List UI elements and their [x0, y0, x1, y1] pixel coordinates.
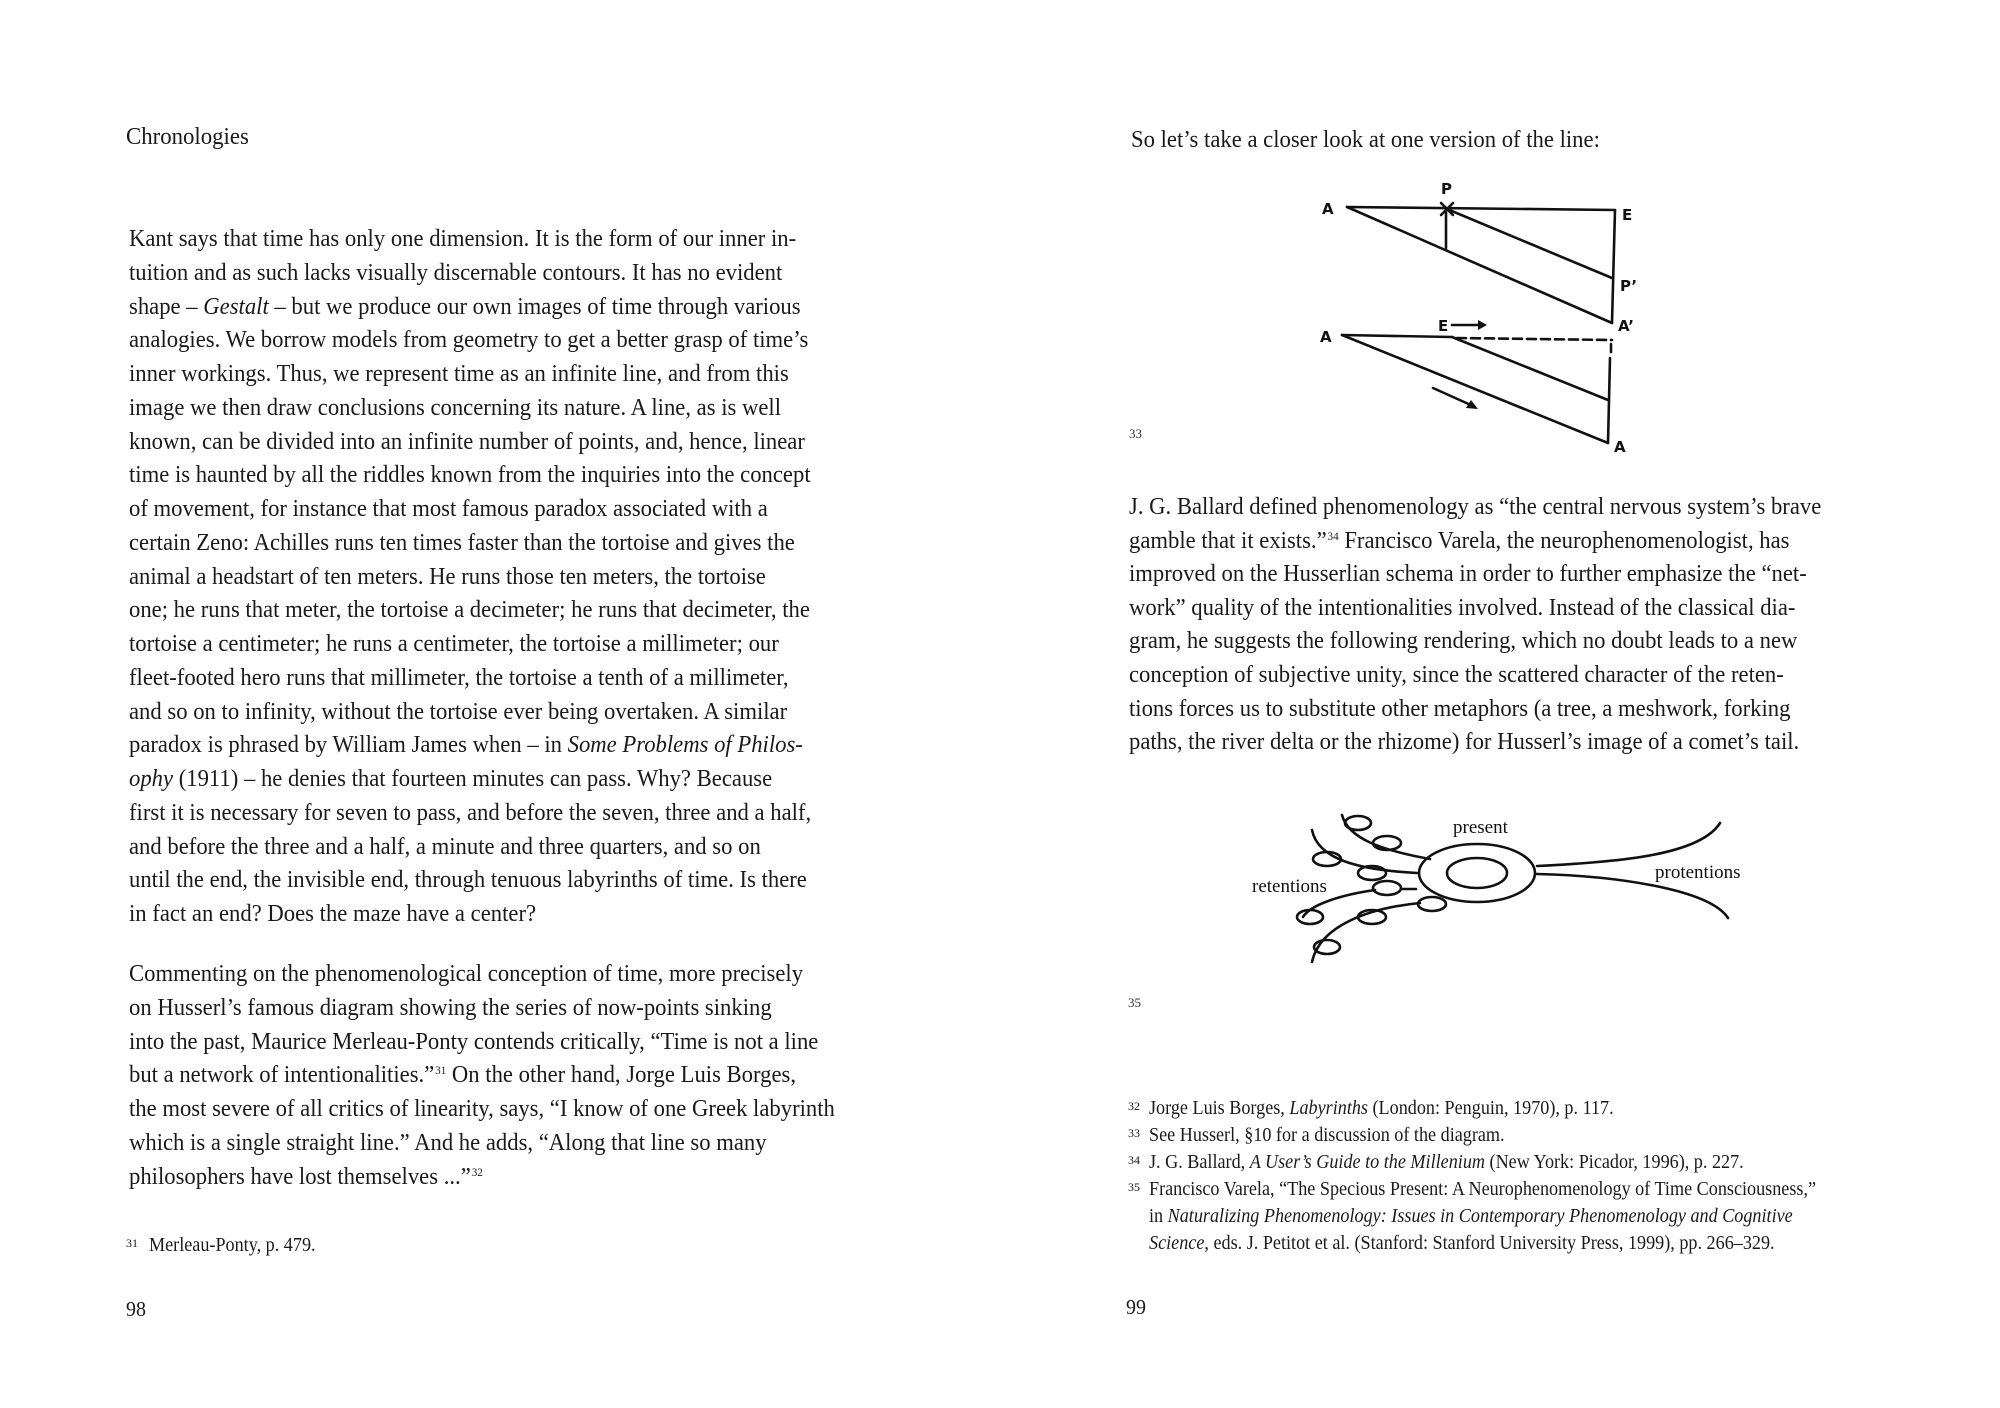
footnote-number: 35 [1128, 1180, 1140, 1194]
footnote-number: 33 [1128, 1126, 1140, 1140]
text-line: the most severe of all critics of linearity, says, “I know of one Greek labyrinth [129, 1095, 835, 1122]
text-line: Jorge Luis Borges, Labyrinths (London: Penguin, 1970), p. 117. [1149, 1098, 1614, 1119]
label-P: P [1441, 180, 1452, 198]
figure-number: 35 [1128, 995, 1141, 1010]
text-line: certain Zeno: Achilles runs ten times faster than the tortoise and gives the [129, 529, 795, 556]
footnote-ref: 32 [471, 1165, 483, 1179]
text-line: conception of subjective unity, since the scattered character of the reten- [1129, 661, 1784, 688]
label-A-bottom-left: A [1320, 328, 1332, 346]
intro-line: So let’s take a closer look at one version of the line: [1131, 126, 1600, 153]
footnote-ref: 31 [435, 1063, 447, 1077]
text-line: Kant says that time has only one dimension. It is the form of our inner in- [129, 225, 797, 252]
footnote-number: 31 [126, 1236, 138, 1250]
text-line: Commenting on the phenomenological conception of time, more precisely [129, 960, 804, 987]
text-line: paths, the river delta or the rhizome) for Husserl’s image of a comet’s tail. [1129, 728, 1800, 755]
text-line: and before the three and a half, a minute and three quarters, and so on [129, 833, 761, 860]
label-E-top: E [1622, 206, 1633, 224]
footnote-ref: 34 [1327, 529, 1339, 543]
text-line: tions forces us to substitute other metaphors (a tree, a meshwork, forking [1129, 695, 1791, 722]
label-A-top: A [1322, 200, 1334, 218]
figure-number: 33 [1129, 426, 1142, 441]
page-number: 98 [126, 1297, 146, 1321]
text-line: in Naturalizing Phenomenology: Issues in Contemporary Phenomenology and Cognitive [1149, 1206, 1793, 1227]
text-line: and so on to infinity, without the tortoise ever being overtaken. A similar [129, 698, 788, 725]
text-line: ophy (1911) – he denies that fourteen minutes can pass. Why? Because [129, 765, 773, 792]
text-line: one; he runs that meter, the tortoise a decimeter; he runs that decimeter, the [129, 596, 810, 623]
husserl-diagram-svg [1300, 170, 1660, 460]
text-line: gram, he suggests the following rendering, which no doubt leads to a new [1129, 627, 1798, 654]
footnote-number: 32 [1128, 1099, 1140, 1113]
text-line: J. G. Ballard defined phenomenology as “the central nervous system’s brave [1129, 493, 1822, 520]
label-present: present [1453, 817, 1508, 838]
italic-text: Labyrinths [1289, 1098, 1368, 1119]
text-line: See Husserl, §10 for a discussion of the diagram. [1149, 1125, 1505, 1146]
text-line: into the past, Maurice Merleau-Ponty contends critically, “Time is not a line [129, 1028, 819, 1055]
italic-text: A User’s Guide to the Millenium [1249, 1152, 1485, 1173]
label-protentions: protentions [1655, 862, 1741, 883]
text-line: on Husserl’s famous diagram showing the series of now-points sinking [129, 994, 772, 1021]
italic-text: Naturalizing Phenomenology: Issues in Contemporary Phenomenology and Cognitive [1167, 1206, 1793, 1227]
text-line: first it is necessary for seven to pass, and before the seven, three and a half, [129, 799, 812, 826]
text-line: known, can be divided into an infinite number of points, and, hence, linear [129, 428, 805, 455]
text-line: improved on the Husserlian schema in order to further emphasize the “net- [1129, 560, 1807, 587]
label-P-prime: P’ [1620, 277, 1638, 295]
running-head: Chronologies [126, 124, 249, 150]
label-retentions: retentions [1252, 876, 1327, 897]
text-line: but a network of intentionalities.”$^{31}$ On the other hand, Jorge Luis Borges, [129, 1061, 797, 1088]
text-line: animal a headstart of ten meters. He runs those ten meters, the tortoise [129, 563, 766, 590]
right-page [1000, 0, 2000, 1408]
text-line: Merleau-Ponty, p. 479. [149, 1235, 316, 1256]
varela-diagram-svg [1240, 800, 1760, 980]
italic-text: Gestalt [203, 293, 269, 320]
footnote-number: 34 [1128, 1153, 1140, 1167]
text-line: in fact an end? Does the maze have a center? [129, 900, 537, 927]
label-A-prime: A’ [1618, 317, 1634, 335]
text-line: J. G. Ballard, A User’s Guide to the Millenium (New York: Picador, 1996), p. 227. [1149, 1152, 1744, 1173]
italic-text: Some Problems of Philos- [567, 731, 803, 758]
page-number: 99 [1126, 1295, 1146, 1319]
text-line: of movement, for instance that most famous paradox associated with a [129, 495, 768, 522]
label-E-arrow: E [1438, 317, 1449, 335]
text-line: image we then draw conclusions concerning its nature. A line, as is well [129, 394, 782, 421]
italic-text: ophy [129, 765, 174, 792]
text-line: paradox is phrased by William James when – in Some Problems of Philos- [129, 731, 803, 758]
text-line: Francisco Varela, “The Specious Present: A Neurophenomenology of Time Consciousness,” [1149, 1179, 1817, 1200]
text-line: work” quality of the intentionalities involved. Instead of the classical dia- [1129, 594, 1796, 621]
text-line: Science, eds. J. Petitot et al. (Stanford: Stanford University Press, 1999), pp. 266–329. [1149, 1233, 1775, 1254]
text-line: shape – Gestalt – but we produce our own images of time through various [129, 293, 801, 320]
text-line: analogies. We borrow models from geometry to get a better grasp of time’s [129, 326, 809, 353]
text-line: which is a single straight line.” And he adds, “Along that line so many [129, 1129, 767, 1156]
label-A-bottom: A [1614, 438, 1626, 456]
text-line: inner workings. Thus, we represent time as an infinite line, and from this [129, 360, 789, 387]
text-line: tortoise a centimeter; he runs a centimeter, the tortoise a millimeter; our [129, 630, 779, 657]
text-line: gamble that it exists.”$^{34}$ Francisco Varela, the neurophenomenologist, has [1129, 527, 1790, 554]
text-line: time is haunted by all the riddles known from the inquiries into the concept [129, 461, 811, 488]
text-line: fleet-footed hero runs that millimeter, the tortoise a tenth of a millimeter, [129, 664, 789, 691]
italic-text: Science [1149, 1233, 1205, 1254]
text-line: tuition and as such lacks visually discernable contours. It has no evident [129, 259, 783, 286]
text-line: until the end, the invisible end, through tenuous labyrinths of time. Is there [129, 866, 807, 893]
text-line: philosophers have lost themselves ...”$^{32}$ [129, 1163, 483, 1190]
